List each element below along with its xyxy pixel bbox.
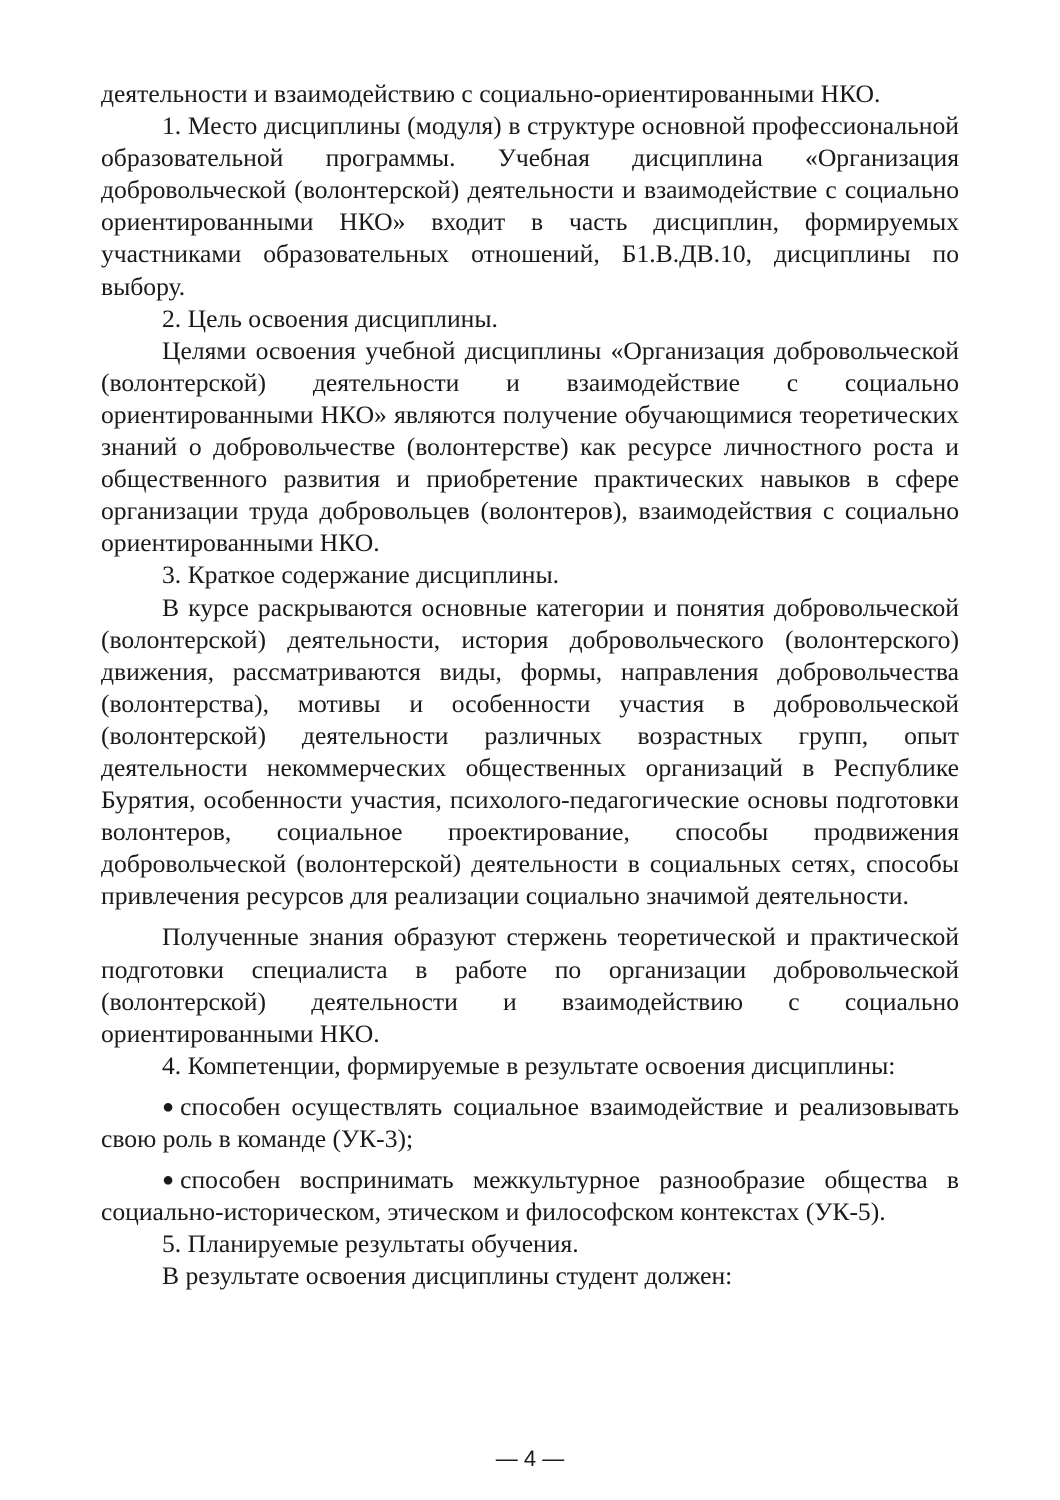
paragraph-student-must: В результате освоения дисциплины студент должен: bbox=[162, 1261, 733, 1291]
list-item-text: способен воспринимать межкультурное разнообразие общества в социально-историческом, этическом и философском контекстах (УК-5). bbox=[101, 1165, 959, 1227]
document-body bbox=[101, 78, 959, 1292]
paragraph-section-3-heading: 3. Краткое содержание дисциплины. bbox=[162, 560, 560, 590]
paragraph-goals: Целями освоения учебной дисциплины «Организация добровольческой (волонтерской) деятельности и взаимодействие с социально ориентированными НКО» являются получение обучающимися теоретических знаний о добровольчестве (волонтерстве) как ресурсе личностного роста и общественного развития и приобретение практических навыков в сфере организации труда добровольцев (волонтеров), взаимодействия с социально ориентированными НКО. bbox=[101, 335, 959, 558]
paragraph-course-content: В курсе раскрываются основные категории и понятия добровольческой (волонтерской) деятельности, история добровольческого (волонтерского) движения, рассматриваются виды, формы, направления добровольчества (волонтерства), мотивы и особенности участия в добровольческой (волонтерской) деятельности различных возрастных групп, опыт деятельности некоммерческих общественных организаций в Республике Бурятия, особенности участия, психолого-педагогические основы подготовки волонтеров, социальное проектирование, способы продвижения добровольческой (волонтерской) деятельности в социальных сетях, способы привлечения ресурсов для реализации социально значимой деятельности. bbox=[101, 592, 959, 911]
page-number: — 4 — bbox=[495, 1446, 565, 1471]
bullet-icon: ● bbox=[162, 1169, 175, 1192]
list-item-uk5 bbox=[101, 1164, 959, 1228]
paragraph-knowledge: Полученные знания образуют стержень теоретической и практической подготовки специалиста в работе по организации добровольческой (волонтерской) деятельности и взаимодействию с социально ориентированными НКО. bbox=[101, 922, 959, 1048]
list-item-uk3 bbox=[101, 1091, 959, 1155]
paragraph-section-5-heading: 5. Планируемые результаты обучения. bbox=[162, 1229, 579, 1259]
paragraph-section-2-heading: 2. Цель освоения дисциплины. bbox=[162, 303, 498, 333]
bullet-icon: ● bbox=[162, 1095, 175, 1118]
paragraph-intro-continuation: деятельности и взаимодействию с социально-ориентированными НКО. bbox=[101, 79, 881, 108]
list-item-text: способен осуществлять социальное взаимодействие и реализовывать свою роль в команде (УК-3); bbox=[101, 1091, 959, 1153]
paragraph-section-1-place: 1. Место дисциплины (модуля) в структуре основной профессиональной образовательной программы. Учебная дисциплина «Организация добровольческой (волонтерской) деятельности и взаимодействие с социально ориентированными НКО» входит в часть дисциплин, формируемых участниками образовательных отношений, Б1.В.ДВ.10, дисциплины по выбору. bbox=[101, 111, 959, 301]
paragraph-section-4-heading: 4. Компетенции, формируемые в результате освоения дисциплины: bbox=[162, 1050, 896, 1080]
